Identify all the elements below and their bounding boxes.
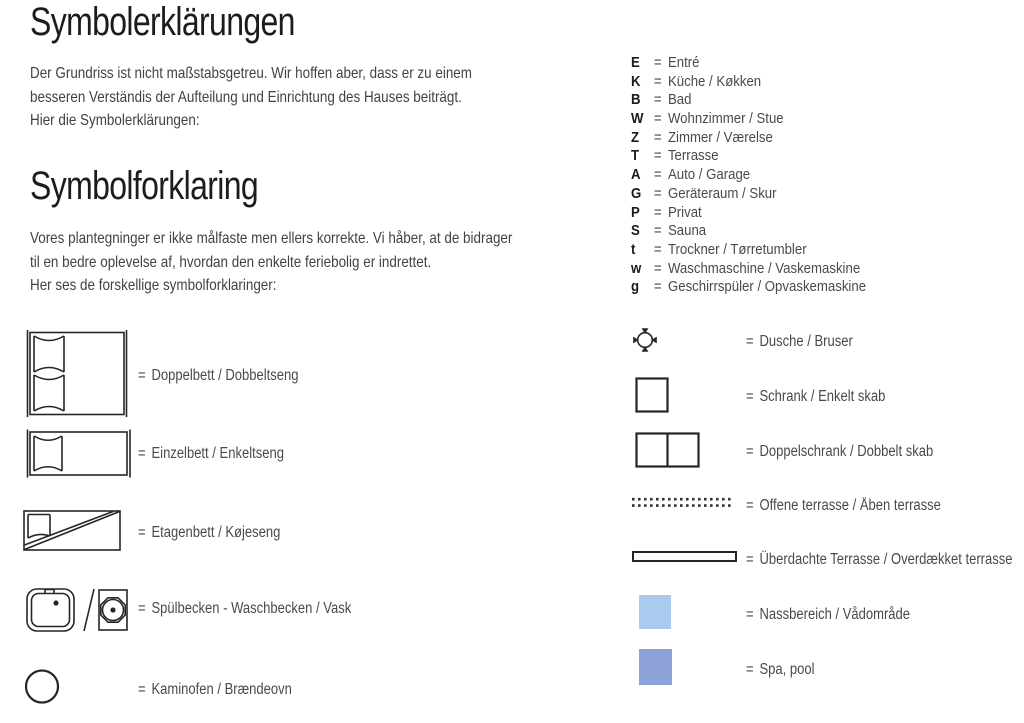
letter-code-key: w <box>631 259 642 277</box>
symbol-label-text: Dusche / Bruser <box>759 333 853 350</box>
symbol-label-text: Etagenbett / Køjeseng <box>151 524 281 541</box>
letter-code-key: S <box>631 222 640 240</box>
letter-code-label: Auto / Garage <box>667 166 751 184</box>
intro-german-line: Der Grundriss ist nicht maßstabsgetreu. Wir hoffen aber, dass er zu einem <box>30 65 472 82</box>
double-cabinet-icon <box>635 432 700 468</box>
equals-sign: = <box>138 445 146 462</box>
letter-code-row <box>631 147 866 166</box>
letter-code-label: Terrasse <box>667 147 719 165</box>
letter-code-label: Küche / Køkken <box>667 72 762 90</box>
bunk-bed-icon <box>23 510 122 552</box>
letter-code-row <box>631 260 866 279</box>
equals-sign: = <box>653 128 662 146</box>
symbol-label <box>746 550 1013 569</box>
symbol-label <box>138 680 292 699</box>
double-bed-icon <box>26 330 128 417</box>
letter-code-label: Geschirrspüler / Opvaskemaskine <box>667 278 867 296</box>
equals-sign: = <box>746 333 754 350</box>
symbol-label-text: Doppelschrank / Dobbelt skab <box>759 443 934 460</box>
wood-stove-icon <box>24 668 60 705</box>
symbol-label-text: Offene terrasse / Åben terrasse <box>759 497 941 514</box>
letter-code-row <box>631 166 866 185</box>
sink-washbasin-icon <box>26 586 128 634</box>
equals-sign: = <box>653 54 662 71</box>
letter-code-row <box>631 204 866 223</box>
single-cabinet-icon <box>635 377 669 413</box>
symbol-label-text: Spa, pool <box>759 661 815 678</box>
symbol-label <box>138 444 284 463</box>
letter-code-label: Privat <box>667 203 702 221</box>
equals-sign: = <box>653 222 662 240</box>
letter-code-key: P <box>631 203 640 221</box>
symbol-label <box>746 387 885 406</box>
equals-sign: = <box>746 606 754 623</box>
letter-code-key: Z <box>631 128 640 146</box>
intro-german-line: besseren Verständis der Aufteilung und Einrichtung des Hauses beiträgt. <box>30 88 462 106</box>
letter-code-key: A <box>631 166 641 184</box>
letter-code-key: K <box>631 72 641 90</box>
intro-danish <box>30 227 604 298</box>
letter-code-row <box>631 185 866 204</box>
letter-code-row <box>631 73 866 92</box>
symbol-label <box>138 523 280 542</box>
covered-terrace-icon <box>632 551 737 562</box>
symbol-label <box>138 366 298 385</box>
spa-pool-swatch <box>639 649 672 685</box>
symbol-label-text: Überdachte Terrasse / Overdækket terrasse <box>759 551 1013 568</box>
symbol-label-text: Kaminofen / Brændeovn <box>151 681 292 698</box>
intro-danish-line: til en bedre oplevelse af, hvordan den enkelte feriebolig er indrettet. <box>30 253 432 271</box>
letter-code-row <box>631 278 866 297</box>
letter-code-row <box>631 54 866 73</box>
equals-sign: = <box>746 388 754 405</box>
intro-german-line: Hier die Symbolerklärungen: <box>30 112 200 129</box>
equals-sign: = <box>138 524 146 541</box>
page-title-danish: Symbolforklaring <box>30 164 259 208</box>
equals-sign: = <box>746 661 754 678</box>
equals-sign: = <box>138 367 146 384</box>
letter-code-key: B <box>631 91 641 109</box>
letter-code-key: E <box>631 54 640 71</box>
equals-sign: = <box>653 184 662 202</box>
letter-code-row <box>631 222 866 241</box>
page-title-german: Symbolerklärungen <box>30 0 295 44</box>
symbol-label <box>746 332 853 351</box>
letter-code-row <box>631 129 866 148</box>
symbol-label-text: Nassbereich / Vådområde <box>759 606 911 623</box>
equals-sign: = <box>653 91 662 109</box>
letter-code-label: Wohnzimmer / Stue <box>667 110 784 128</box>
equals-sign: = <box>746 443 754 460</box>
letter-code-label: Entré <box>667 54 700 71</box>
equals-sign: = <box>653 110 662 128</box>
equals-sign: = <box>653 278 662 296</box>
equals-sign: = <box>653 166 662 184</box>
letter-code-label: Bad <box>667 91 692 109</box>
single-bed-icon <box>26 429 132 478</box>
symbol-label-text: Einzelbett / Enkeltseng <box>151 445 284 462</box>
equals-sign: = <box>746 497 754 514</box>
letter-code-label: Geräteraum / Skur <box>667 184 777 202</box>
symbol-label-text: Schrank / Enkelt skab <box>759 388 886 405</box>
letter-code-row <box>631 91 866 110</box>
equals-sign: = <box>138 681 146 698</box>
letter-code-key: T <box>631 147 640 165</box>
intro-german <box>30 62 556 133</box>
intro-danish-line: Her ses de forskellige symbolforklaringer: <box>30 277 277 294</box>
symbol-label <box>746 496 941 515</box>
equals-sign: = <box>653 203 662 221</box>
letter-code-key: g <box>631 278 640 296</box>
symbol-label-text: Doppelbett / Dobbeltseng <box>151 367 299 384</box>
letter-code-key: W <box>631 110 644 128</box>
wet-area-swatch <box>639 595 671 629</box>
letter-code-label: Trockner / Tørretumbler <box>667 240 807 258</box>
letter-code-list <box>631 54 898 297</box>
equals-sign: = <box>138 600 146 617</box>
equals-sign: = <box>653 259 662 277</box>
symbol-label-text: Spülbecken - Waschbecken / Vask <box>151 600 352 617</box>
equals-sign: = <box>653 72 662 90</box>
letter-code-label: Waschmaschine / Vaskemaskine <box>667 259 861 277</box>
open-terrace-icon <box>632 497 733 508</box>
intro-danish-line: Vores plantegninger er ikke målfaste men ellers korrekte. Vi håber, at de bidrager <box>30 230 513 247</box>
equals-sign: = <box>653 240 662 258</box>
letter-code-row <box>631 241 866 260</box>
letter-code-label: Sauna <box>667 222 707 240</box>
shower-icon <box>632 327 658 353</box>
letter-code-row <box>631 110 866 129</box>
letter-code-label: Zimmer / Værelse <box>667 128 773 146</box>
symbol-label <box>138 599 351 618</box>
letter-code-key: t <box>631 240 636 258</box>
symbol-label <box>746 660 815 679</box>
symbol-label <box>746 605 910 624</box>
letter-code-key: G <box>631 184 642 202</box>
equals-sign: = <box>653 147 662 165</box>
symbol-label <box>746 442 933 461</box>
equals-sign: = <box>746 551 754 568</box>
